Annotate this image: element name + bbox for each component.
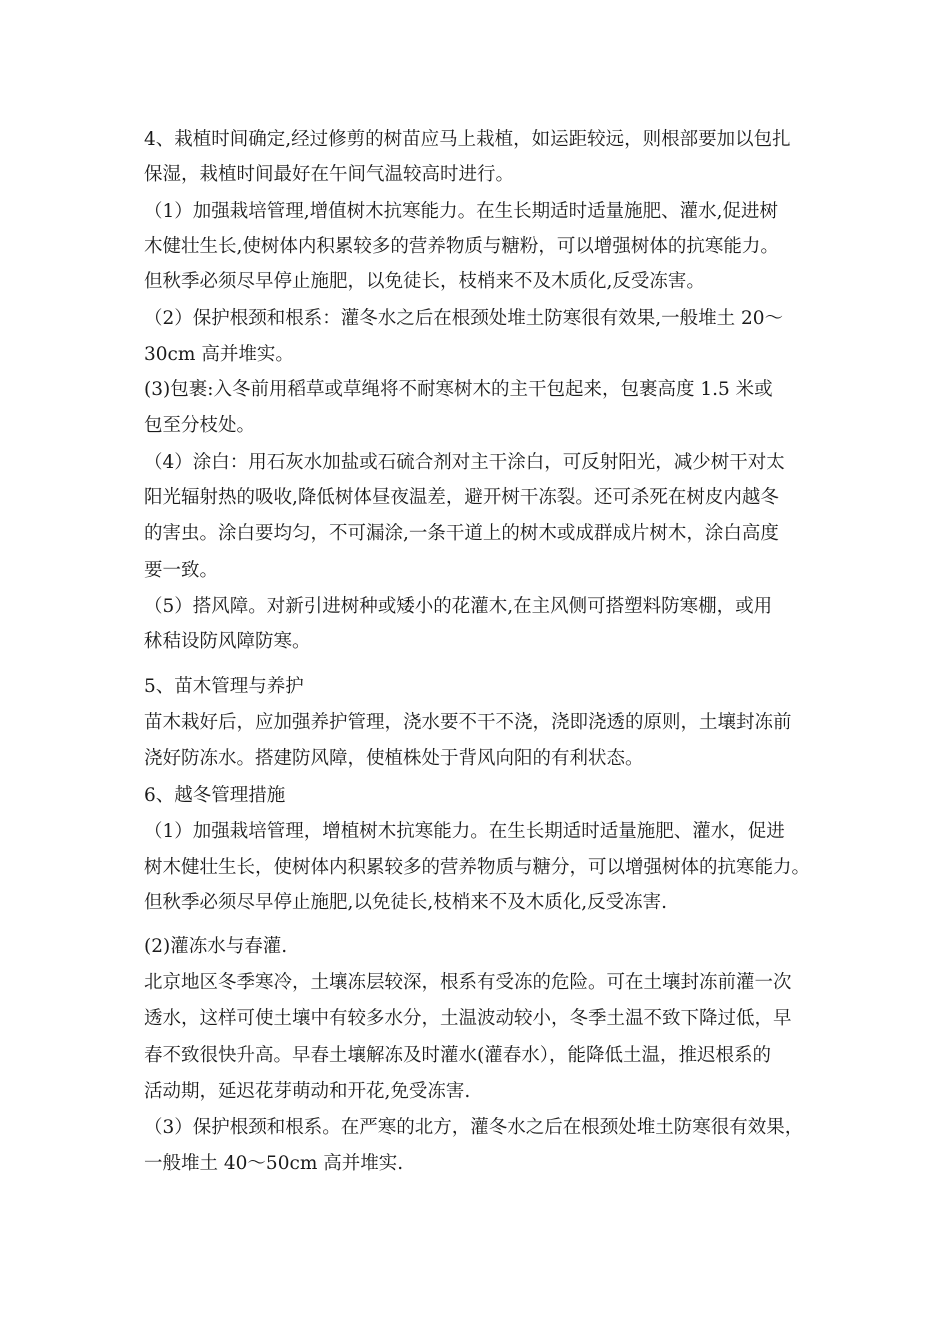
text-line: 北京地区冬季寒冷，土壤冻层较深，根系有受冻的危险。可在土壤封冻前灌一次 xyxy=(144,972,792,993)
text-line: 苗木栽好后，应加强养护管理，浇水要不干不浇，浇即浇透的原则，土壤封冻前 xyxy=(144,712,792,733)
text-line: 阳光辐射热的吸收,降低树体昼夜温差，避开树干冻裂。还可杀死在树皮内越冬 xyxy=(144,487,779,508)
text-line: 要一致。 xyxy=(144,560,219,581)
text-line: 树木健壮生长，使树体内积累较多的营养物质与糖分，可以增强树体的抗寒能力。 xyxy=(144,857,811,878)
text-line: 保湿，栽植时间最好在午间气温较高时进行。 xyxy=(144,164,515,185)
text-line: （1）加强栽培管理,增值树木抗寒能力。在生长期适时适量施肥、灌水,促进树 xyxy=(144,201,779,222)
text-line: 的害虫。涂白要均匀，不可漏涂,一条干道上的树木或成群成片树木，涂白高度 xyxy=(144,523,779,544)
text-line: （3）保护根颈和根系。在严寒的北方，灌冬水之后在根颈处堆土防寒很有效果， xyxy=(144,1117,804,1138)
text-line: （5）搭风障。对新引进树种或矮小的花灌木,在主风侧可搭塑料防寒棚，或用 xyxy=(144,596,773,617)
text-line: 包至分枝处。 xyxy=(144,415,256,436)
section-heading: 6、越冬管理措施 xyxy=(144,785,286,806)
text-line: 但秋季必须尽早停止施肥,以免徒长,枝梢来不及木质化,反受冻害. xyxy=(144,892,668,913)
text-line: 4、栽植时间确定,经过修剪的树苗应马上栽植，如运距较远，则根部要加以包扎 xyxy=(144,129,791,150)
text-line: 30cm 高并堆实。 xyxy=(144,344,294,365)
text-line: 活动期，延迟花芽萌动和开花,免受冻害. xyxy=(144,1081,471,1102)
text-line: 透水，这样可使土壤中有较多水分，土温波动较小，冬季土温不致下降过低，早 xyxy=(144,1008,792,1029)
text-line: (3)包裹:入冬前用稻草或草绳将不耐寒树木的主干包起来，包裹高度 1.5 米或 xyxy=(144,379,773,400)
section-heading: 5、苗木管理与养护 xyxy=(144,676,304,697)
text-line: （4）涂白：用石灰水加盐或石硫合剂对主干涂白，可反射阳光，减少树干对太 xyxy=(144,452,785,473)
text-line: 木健壮生长,使树体内积累较多的营养物质与糖粉，可以增强树体的抗寒能力。 xyxy=(144,236,779,257)
text-line: 秫秸设防风障防寒。 xyxy=(144,631,311,652)
text-line: （1）加强栽培管理，增植树木抗寒能力。在生长期适时适量施肥、灌水，促进 xyxy=(144,821,785,842)
text-line: 春不致很快升高。早春土壤解冻及时灌水(灌春水），能降低土温，推迟根系的 xyxy=(144,1045,771,1066)
text-line: 浇好防冻水。搭建防风障，使植株处于背风向阳的有利状态。 xyxy=(144,748,644,769)
text-line: (2)灌冻水与春灌. xyxy=(144,936,288,957)
text-line: 但秋季必须尽早停止施肥，以免徒长，枝梢来不及木质化,反受冻害。 xyxy=(144,271,705,292)
text-line: 一般堆土 40～50cm 高并堆实. xyxy=(144,1153,404,1174)
text-line: （2）保护根颈和根系：灌冬水之后在根颈处堆土防寒很有效果,一般堆土 20～ xyxy=(144,308,784,329)
